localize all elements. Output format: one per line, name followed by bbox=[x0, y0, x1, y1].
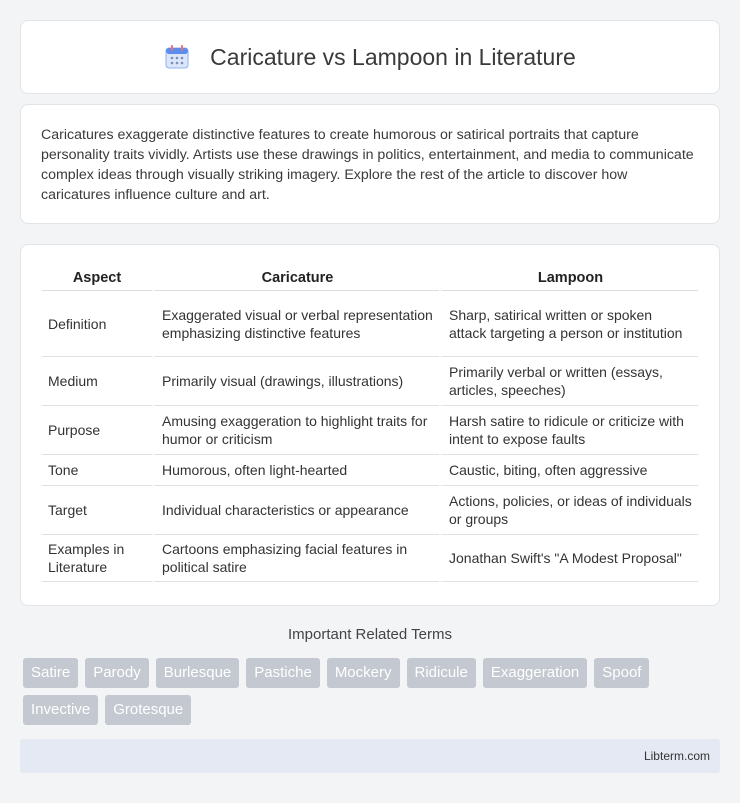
table-row bbox=[42, 357, 698, 406]
related-terms-title: Important Related Terms bbox=[288, 626, 452, 643]
intro-card bbox=[20, 104, 720, 224]
table-row bbox=[42, 291, 698, 357]
header-aspect: Aspect bbox=[42, 265, 152, 291]
tag-parody[interactable]: Parody bbox=[85, 658, 149, 688]
page-title: Caricature vs Lampoon in Literature bbox=[210, 43, 576, 70]
row-lampoon: Actions, policies, or ideas of individuals or groups bbox=[439, 486, 698, 535]
row-aspect: Target bbox=[42, 486, 152, 535]
header-caricature: Caricature bbox=[152, 265, 439, 291]
related-terms-list bbox=[23, 658, 713, 725]
row-aspect: Medium bbox=[42, 357, 152, 406]
tag-pastiche[interactable]: Pastiche bbox=[246, 658, 320, 688]
row-lampoon: Sharp, satirical written or spoken attack targeting a person or institution bbox=[439, 291, 698, 357]
table-row bbox=[42, 486, 698, 535]
tag-invective[interactable]: Invective bbox=[23, 695, 98, 725]
row-lampoon: Jonathan Swift's "A Modest Proposal" bbox=[439, 535, 698, 582]
tag-ridicule[interactable]: Ridicule bbox=[407, 658, 476, 688]
header-lampoon: Lampoon bbox=[439, 265, 698, 291]
intro-text: Caricatures exaggerate distinctive features to create humorous or satirical portraits that capture personality traits vividly. Artists use these drawings in politics, entertainment, and media to communicate complex ideas through visually striking imagery. Explore the rest of the article to discover how caricatures influence culture and art. bbox=[41, 127, 694, 203]
row-aspect: Tone bbox=[42, 455, 152, 486]
title-card bbox=[20, 20, 720, 94]
table-row bbox=[42, 535, 698, 582]
row-caricature: Amusing exaggeration to highlight traits for humor or criticism bbox=[152, 406, 439, 455]
footer-site-link[interactable]: Libterm.com bbox=[643, 749, 710, 763]
comparison-card bbox=[20, 244, 720, 606]
comparison-table bbox=[42, 265, 698, 582]
tag-exaggeration[interactable]: Exaggeration bbox=[483, 658, 587, 688]
tag-satire[interactable]: Satire bbox=[23, 658, 78, 688]
table-row bbox=[42, 455, 698, 486]
row-caricature: Individual characteristics or appearance bbox=[152, 486, 439, 535]
row-lampoon: Harsh satire to ridicule or criticize with intent to expose faults bbox=[439, 406, 698, 455]
row-lampoon: Primarily verbal or written (essays, articles, speeches) bbox=[439, 357, 698, 406]
calendar-icon bbox=[164, 44, 190, 70]
table-header-row bbox=[42, 265, 698, 291]
row-caricature: Cartoons emphasizing facial features in political satire bbox=[152, 535, 439, 582]
row-caricature: Humorous, often light-hearted bbox=[152, 455, 439, 486]
row-aspect: Purpose bbox=[42, 406, 152, 455]
row-aspect: Definition bbox=[42, 291, 152, 357]
tag-burlesque[interactable]: Burlesque bbox=[156, 658, 240, 688]
tag-grotesque[interactable]: Grotesque bbox=[105, 695, 191, 725]
tag-spoof[interactable]: Spoof bbox=[594, 658, 649, 688]
table-row bbox=[42, 406, 698, 455]
row-lampoon: Caustic, biting, often aggressive bbox=[439, 455, 698, 486]
row-aspect: Examples in Literature bbox=[42, 535, 152, 582]
row-caricature: Exaggerated visual or verbal representation emphasizing distinctive features bbox=[152, 291, 439, 357]
row-caricature: Primarily visual (drawings, illustrations) bbox=[152, 357, 439, 406]
tag-mockery[interactable]: Mockery bbox=[327, 658, 400, 688]
footer bbox=[20, 739, 720, 773]
